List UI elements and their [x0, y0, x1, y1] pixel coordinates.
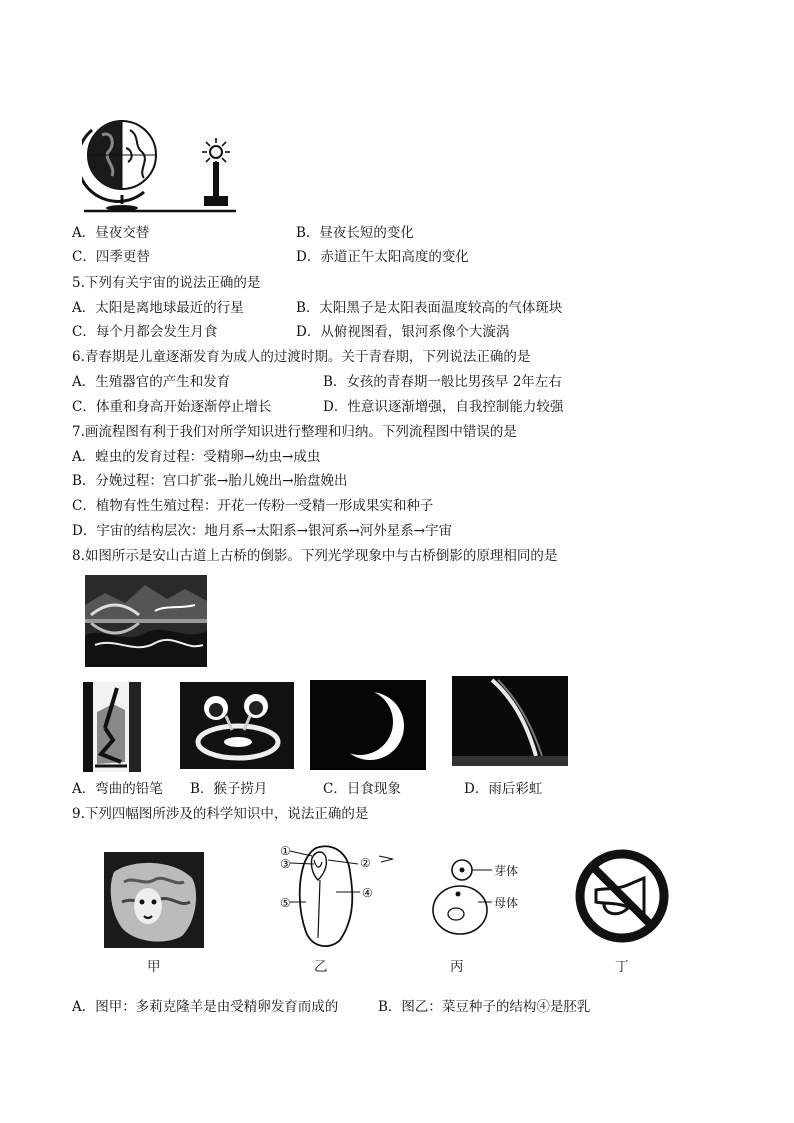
bent-pencil-photo	[83, 682, 141, 772]
figure-label-bing: 丙	[450, 959, 464, 975]
q6-option-b: B．女孩的青春期一般比男孩早 2年左右	[323, 374, 562, 390]
yeast-label-mother: 母体	[494, 896, 519, 910]
figure-label-yi: 乙	[314, 959, 328, 975]
q8-option-a: A．弯曲的铅笔	[72, 781, 163, 797]
monkey-moon-photo	[180, 682, 294, 769]
q8-option-c: C．日食现象	[323, 781, 401, 797]
q7-option-d: D．宇宙的结构层次：地月系→太阳系→银河系→河外星系→宇宙	[72, 523, 453, 539]
q5-option-c: C．每个月都会发生月食	[72, 324, 218, 340]
figure-label-jia: 甲	[147, 959, 161, 975]
q5-stem: 5.下列有关宇宙的说法正确的是	[72, 275, 261, 291]
globe-lamp-figure	[82, 100, 242, 215]
q7-stem: 7.画流程图有利于我们对所学知识进行整理和归纳。下列流程图中错误的是	[72, 424, 517, 440]
seed-mark-2: ②	[360, 856, 371, 870]
q9-option-b: B．图乙：菜豆种子的结构④是胚乳	[378, 999, 591, 1015]
q5-option-d: D．从俯视图看，银河系像个大漩涡	[296, 324, 510, 340]
figure-label-ding: 丁	[615, 959, 629, 975]
solar-eclipse-photo	[310, 680, 426, 770]
yeast-label-bud: 芽体	[494, 864, 519, 878]
yeast-budding-diagram	[428, 852, 498, 942]
seed-mark-4: ④	[362, 886, 373, 900]
q8-option-b: B．猴子捞月	[190, 781, 268, 797]
no-horn-sign	[574, 848, 670, 944]
seed-mark-3: ③	[280, 857, 291, 871]
q7-option-a: A．蝗虫的发育过程：受精卵→幼虫→成虫	[72, 449, 321, 465]
bridge-reflection-photo	[85, 575, 207, 667]
q7-option-c: C．植物有性生殖过程：开花一传粉一受精一形成果实和种子	[72, 498, 434, 514]
q4-option-c: C．四季更替	[72, 249, 150, 265]
q6-stem: 6.青春期是儿童逐渐发育为成人的过渡时期。关于青春期，下列说法正确的是	[72, 349, 531, 365]
q9-option-a: A．图甲：多莉克隆羊是由受精卵发育而成的	[72, 999, 339, 1015]
q4-option-a: A．昼夜交替	[72, 225, 150, 241]
q7-option-b: B．分娩过程：宫口扩张→胎儿娩出→胎盘娩出	[72, 473, 348, 489]
arrow-mark	[377, 852, 397, 864]
q8-stem: 8.如图所示是安山古道上古桥的倒影。下列光学现象中与古桥倒影的原理相同的是	[72, 548, 558, 564]
q4-option-d: D．赤道正午太阳高度的变化	[296, 249, 469, 265]
q6-option-d: D．性意识逐渐增强，自我控制能力较强	[323, 399, 564, 415]
q4-option-b: B．昼夜长短的变化	[296, 225, 414, 241]
seed-mark-5: ⑤	[280, 896, 291, 910]
q6-option-c: C．体重和身高开始逐渐停止增长	[72, 399, 272, 415]
q8-option-d: D．雨后彩虹	[464, 781, 543, 797]
q6-option-a: A．生殖器官的产生和发育	[72, 374, 231, 390]
q5-option-b: B．太阳黑子是太阳表面温度较高的气体斑块	[296, 300, 563, 316]
rainbow-photo	[452, 676, 568, 766]
dolly-sheep-photo	[104, 852, 204, 948]
seed-mark-1: ①	[280, 844, 291, 858]
q5-option-a: A．太阳是离地球最近的行星	[72, 300, 244, 316]
q9-stem: 9.下列四幅图所涉及的科学知识中，说法正确的是	[72, 806, 369, 822]
